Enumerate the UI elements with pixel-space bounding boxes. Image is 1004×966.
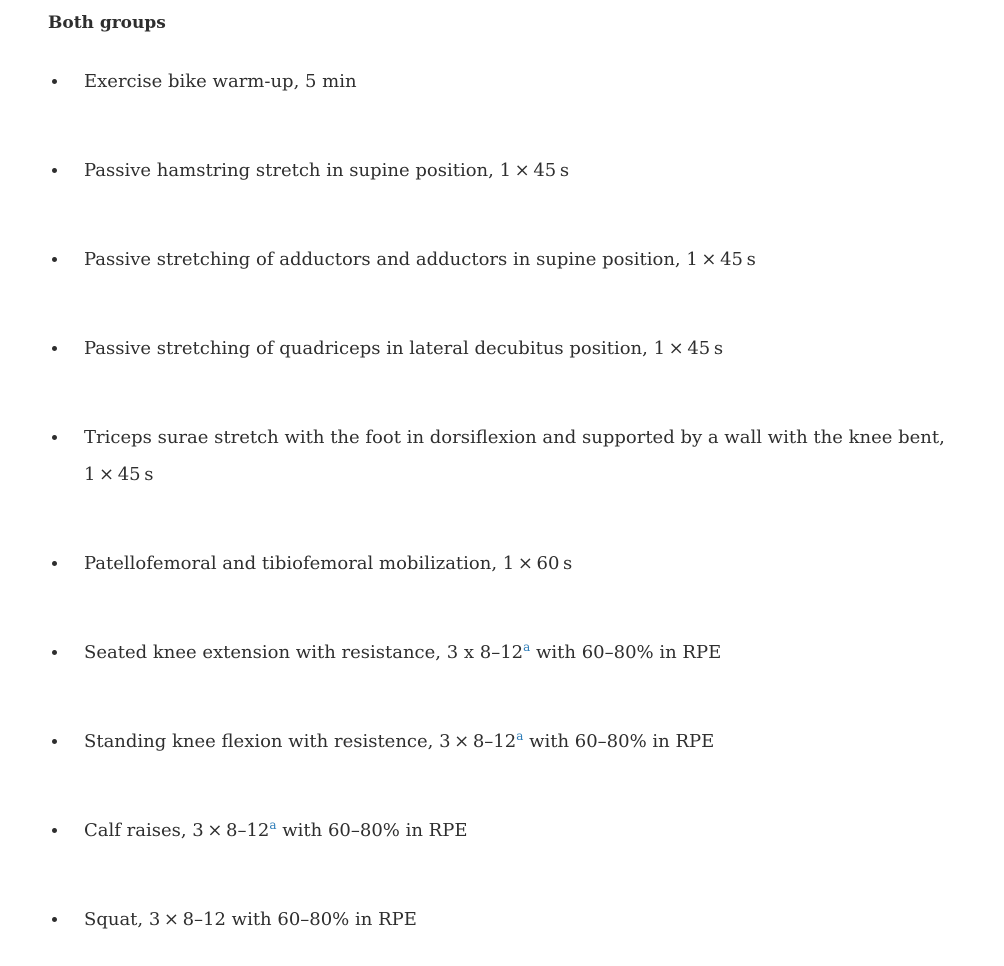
list-item <box>48 901 976 938</box>
item-text: with 60–80% in RPE <box>276 820 468 841</box>
item-text: Seated knee extension with resistance, 3 x 8–12 <box>84 642 524 663</box>
list-item <box>48 723 976 760</box>
bullet-icon <box>52 739 57 744</box>
bullet-icon <box>52 79 57 84</box>
item-text: Calf raises, 3 × 8–12 <box>84 820 270 841</box>
list-item <box>48 419 976 493</box>
bullet-icon <box>52 257 57 262</box>
item-text: Exercise bike warm-up, 5 min <box>84 71 357 92</box>
bullet-icon <box>52 650 57 655</box>
exercise-list <box>48 63 976 938</box>
section-heading: Both groups <box>48 13 166 33</box>
item-text: Patellofemoral and tibiofemoral mobilization, 1 × 60 s <box>84 553 573 574</box>
bullet-icon <box>52 917 57 922</box>
list-item <box>48 241 976 278</box>
bullet-icon <box>52 346 57 351</box>
footnote-link[interactable]: a <box>269 818 277 832</box>
item-text: Passive stretching of adductors and adductors in supine position, 1 × 45 s <box>84 249 756 270</box>
item-text: Passive hamstring stretch in supine position, 1 × 45 s <box>84 160 570 181</box>
bullet-icon <box>52 168 57 173</box>
item-text: Passive stretching of quadriceps in lateral decubitus position, 1 × 45 s <box>84 338 724 359</box>
item-text: Triceps surae stretch with the foot in dorsiflexion and supported by a wall with the knee bent, <box>84 427 945 448</box>
item-text: with 60–80% in RPE <box>523 731 715 752</box>
item-text: Squat, 3 × 8–12 with 60–80% in RPE <box>84 909 417 930</box>
list-item <box>48 152 976 189</box>
item-text: Standing knee flexion with resistence, 3 × 8–12 <box>84 731 517 752</box>
footnote-link[interactable]: a <box>516 729 524 743</box>
item-text: with 60–80% in RPE <box>530 642 722 663</box>
list-item <box>48 545 976 582</box>
item-text-line2: 1 × 45 s <box>84 464 154 485</box>
list-item <box>48 330 976 367</box>
list-item <box>48 634 976 671</box>
bullet-icon <box>52 561 57 566</box>
bullet-icon <box>52 435 57 440</box>
list-item <box>48 63 976 100</box>
footnote-link[interactable]: a <box>523 640 531 654</box>
list-item <box>48 812 976 849</box>
bullet-icon <box>52 828 57 833</box>
